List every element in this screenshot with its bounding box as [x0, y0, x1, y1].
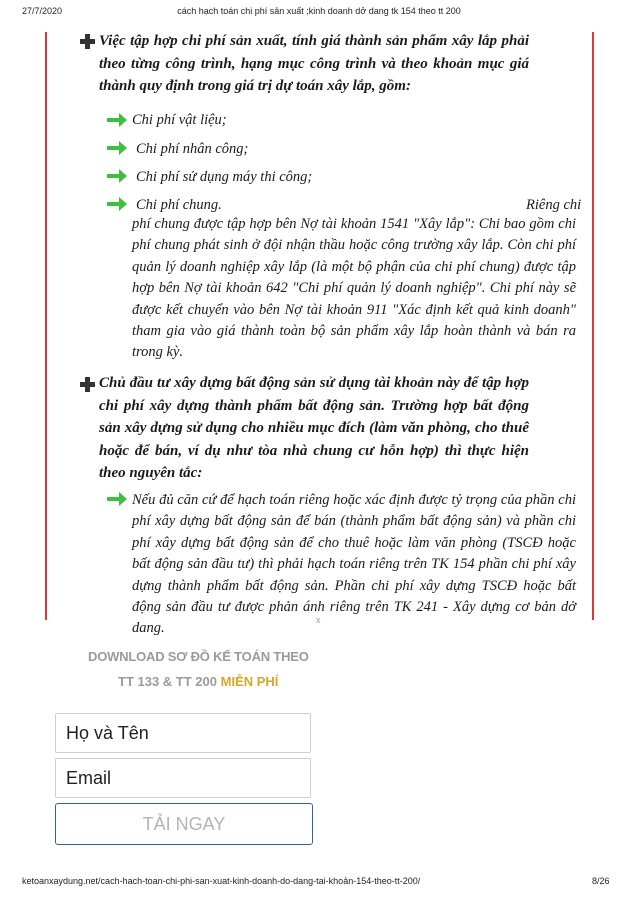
arrow-right-icon	[106, 491, 128, 507]
name-input[interactable]	[55, 713, 311, 753]
download-title: DOWNLOAD SƠ ĐỒ KẾ TOÁN THEO	[88, 649, 309, 664]
print-header	[0, 6, 638, 20]
download-subtitle-text: TT 133 & TT 200	[118, 674, 217, 689]
page-url: ketoanxaydung.net/cach-hach-toan-chi-phi-san-xuat-kinh-doanh-do-dang-tai-khoản-154-theo-tt-200/	[22, 876, 421, 886]
print-date: 27/7/2020	[22, 6, 63, 16]
close-popup-button[interactable]: x	[316, 615, 321, 625]
section1-heading: Việc tập hợp chi phí sản xuất, tính giá thành sản phẩm xây lắp phải theo từng công trình, hạng mục công trình và theo khoản mục giá thành quy định trong giá trị dự toán xây lắp, gồm:	[99, 33, 529, 94]
list-item: Chi phí sử dụng máy thi công;	[136, 169, 313, 185]
arrow-right-icon	[106, 140, 128, 156]
right-border-line	[592, 32, 594, 620]
download-button-label: TẢI NGAY	[142, 814, 226, 834]
section1-note: phí chung được tập hợp bên Nợ tài khoản 1541 "Xây lắp": Chi bao gồm chi phí chung phát sinh ở đội nhận thầu hoặc công trường xây lắp. Còn chi phí quản lý doanh nghiệp xây lắp (là một bộ phận của chi phí chung) được tập hợp bên Nợ tài khoản 642 "Chi phí quản lý doanh nghiệp". Chi phí này sẽ được kết chuyển vào bên Nợ tài khoản 911 "Xác định kết quả kinh doanh" tham gia vào giá thành toàn bộ sản phẩm xây lắp hoàn thành và bán ra trong kỳ.	[132, 216, 576, 361]
name-placeholder: Họ và Tên	[66, 723, 149, 743]
email-input[interactable]	[55, 758, 311, 798]
list-item: Chi phí vật liệu;	[132, 112, 227, 128]
plus-icon	[80, 377, 95, 392]
page-number: 8/26	[592, 876, 610, 886]
free-label: MIỄN PHÍ	[220, 674, 279, 689]
arrow-right-icon	[106, 112, 128, 128]
download-subtitle	[118, 674, 278, 689]
left-border-line	[45, 32, 47, 620]
list-item: Chi phí chung.	[136, 197, 222, 213]
note-lead: Riêng chi	[526, 197, 582, 213]
arrow-right-icon	[106, 168, 128, 184]
list-item: Chi phí nhân công;	[136, 141, 249, 157]
email-placeholder: Email	[66, 768, 112, 788]
section2-paragraph: Nếu đủ căn cứ để hạch toán riêng hoặc xác định được tỷ trọng của phần chi phí xây dựng bất động sản để bán (thành phẩm bất động sản) và phần chi phí xây dựng bất động sản để cho thuê hoặc làm văn phòng (TSCĐ hoặc bất động sản đầu tư) thì phải hạch toán riêng trên TK 154 phần chi phí xây dựng thành phẩm bất động sản. Phần chi phí xây dựng TSCĐ hoặc bất động sản đầu tư được phản ánh riêng trên TK 241 - Xây dựng cơ bản dở dang.	[132, 492, 576, 637]
arrow-right-icon	[106, 196, 128, 212]
section2-heading: Chủ đầu tư xây dựng bất động sản sử dụng tài khoản này để tập hợp chi phí xây dựng thành phẩm bất động sản. Trường hợp bất động sản xây dựng sử dụng cho nhiều mục đích (làm văn phòng, cho thuê hoặc để bán, ví dụ như tòa nhà chung cư hỗn hợp) thì thực hiện theo nguyên tắc:	[99, 375, 529, 481]
print-title: cách hạch toán chi phí sản xuất ;kinh doanh dở dang tk 154 theo tt 200	[177, 6, 461, 16]
download-button[interactable]	[55, 803, 313, 845]
plus-icon	[80, 34, 95, 49]
